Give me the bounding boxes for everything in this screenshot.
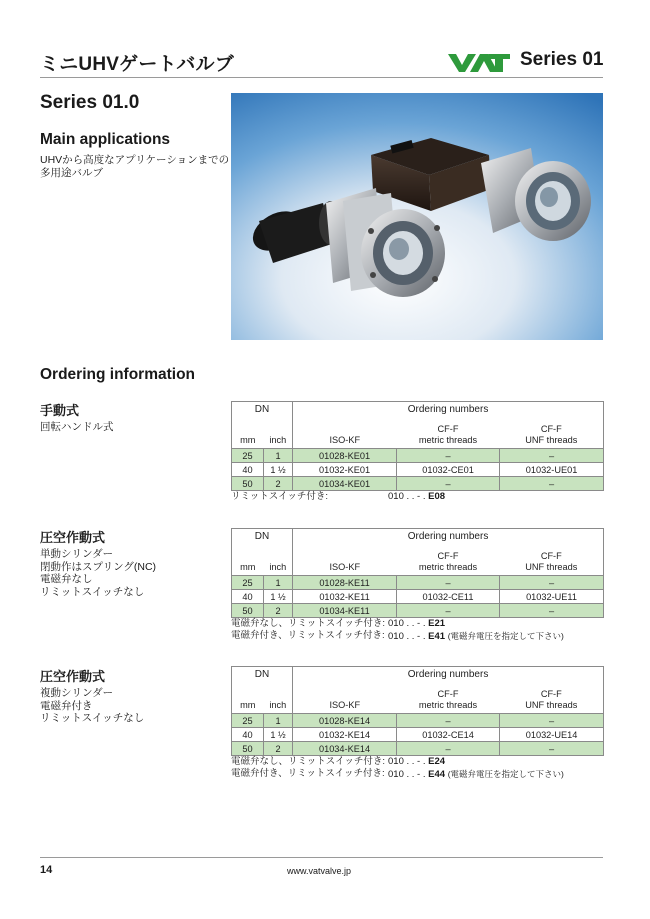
cell-mm: 40	[232, 463, 264, 477]
cell-inch: 1 ½	[264, 590, 293, 604]
cell-mm: 40	[232, 590, 264, 604]
table-row	[232, 463, 604, 477]
cell-cf-metric: –	[397, 576, 500, 590]
cell-mm: 25	[232, 576, 264, 590]
option-note	[231, 491, 446, 503]
description-line: 複動シリンダー	[40, 687, 114, 699]
table-row	[232, 714, 604, 728]
cell-isokf: 01032-KE11	[293, 590, 397, 604]
option-note	[231, 756, 446, 768]
cf-metric-header: CF-F metric threads	[397, 683, 500, 714]
table-row	[232, 576, 604, 590]
note-label: 電磁弁なし、リミットスイッチ付き:	[231, 756, 385, 767]
table-row	[232, 604, 604, 618]
cell-mm: 25	[232, 449, 264, 463]
cf-unf-header: CF-F UNF threads	[500, 683, 604, 714]
series-label: Series 01	[520, 49, 604, 70]
option-note	[231, 618, 446, 630]
footer-divider	[40, 857, 603, 858]
cell-inch: 1 ½	[264, 728, 293, 742]
mm-header: mm	[232, 418, 264, 449]
ordering-table	[231, 401, 604, 491]
cell-isokf: 01028-KE14	[293, 714, 397, 728]
cell-isokf: 01034-KE11	[293, 604, 397, 618]
section-title: 圧空作動式	[40, 669, 106, 684]
table-row	[232, 728, 604, 742]
description-line: リミットスイッチなし	[40, 585, 145, 598]
dn-header: DN	[232, 402, 293, 419]
cell-cf-unf: –	[500, 742, 604, 756]
cell-cf-unf: –	[500, 714, 604, 728]
description-line: 電磁弁付き	[40, 699, 93, 712]
table-row	[232, 742, 604, 756]
note-code: 010 . . - . E41 (電磁弁電圧を指定して下さい)	[388, 631, 564, 642]
note-label: 電磁弁なし、リミットスイッチ付き:	[231, 618, 385, 629]
cell-inch: 1 ½	[264, 463, 293, 477]
page-number: 14	[40, 864, 53, 876]
note-label: 電磁弁付き、リミットスイッチ付き:	[231, 768, 385, 779]
section-title: 圧空作動式	[40, 530, 106, 545]
note-code: 010 . . - . E21	[388, 618, 446, 629]
table-row	[232, 590, 604, 604]
product-photo	[231, 93, 603, 340]
inch-header: inch	[264, 418, 293, 449]
website-url: www.vatvalve.jp	[287, 866, 352, 876]
cell-isokf: 01034-KE01	[293, 477, 397, 491]
ordering-information-heading: Ordering information	[40, 366, 195, 383]
table-row	[232, 449, 604, 463]
description-line: 単動シリンダー	[40, 548, 114, 560]
cell-cf-metric: 01032-CE01	[397, 463, 500, 477]
cell-inch: 1	[264, 714, 293, 728]
cell-mm: 50	[232, 742, 264, 756]
dn-header: DN	[232, 529, 293, 546]
cell-cf-metric: –	[397, 449, 500, 463]
cell-inch: 2	[264, 742, 293, 756]
cell-isokf: 01028-KE01	[293, 449, 397, 463]
description-line: UHVから高度なアプリケーションまでの	[40, 154, 230, 166]
cell-cf-unf: –	[500, 477, 604, 491]
cell-isokf: 01032-KE01	[293, 463, 397, 477]
cell-inch: 1	[264, 576, 293, 590]
dn-header: DN	[232, 667, 293, 684]
table-row	[232, 477, 604, 491]
cell-cf-unf: –	[500, 604, 604, 618]
cell-cf-unf: –	[500, 576, 604, 590]
note-code: 010 . . - . E44 (電磁弁電圧を指定して下さい)	[388, 769, 564, 780]
cf-metric-header: CF-F metric threads	[397, 545, 500, 576]
cell-mm: 50	[232, 477, 264, 491]
section-description	[40, 421, 114, 434]
cell-inch: 2	[264, 477, 293, 491]
cf-unf-header: CF-F UNF threads	[500, 418, 604, 449]
header-divider	[40, 77, 603, 78]
option-note	[231, 630, 564, 642]
cell-isokf: 01032-KE14	[293, 728, 397, 742]
section-description	[40, 687, 144, 725]
isokf-header: ISO-KF	[293, 545, 397, 576]
description-line: 回転ハンドル式	[40, 421, 114, 433]
series-heading: Series 01.0	[40, 92, 140, 113]
inch-header: inch	[264, 683, 293, 714]
cell-mm: 50	[232, 604, 264, 618]
ordering-numbers-header: Ordering numbers	[293, 529, 604, 546]
cell-cf-metric: –	[397, 604, 500, 618]
cell-inch: 1	[264, 449, 293, 463]
ordering-numbers-header: Ordering numbers	[293, 402, 604, 419]
ordering-table	[231, 666, 604, 756]
cf-metric-header: CF-F metric threads	[397, 418, 500, 449]
section-description	[40, 548, 156, 598]
inch-header: inch	[264, 545, 293, 576]
note-code: 010 . . - . E24	[388, 756, 446, 767]
section-title: 手動式	[40, 403, 80, 418]
cell-cf-unf: 01032-UE11	[500, 590, 604, 604]
note-label: リミットスイッチ付き:	[231, 491, 328, 502]
cell-cf-metric: 01032-CE14	[397, 728, 500, 742]
isokf-header: ISO-KF	[293, 683, 397, 714]
cell-cf-metric: –	[397, 714, 500, 728]
ordering-table	[231, 528, 604, 618]
mm-header: mm	[232, 683, 264, 714]
cell-cf-unf: 01032-UE01	[500, 463, 604, 477]
cell-cf-metric: –	[397, 742, 500, 756]
main-applications-heading: Main applications	[40, 131, 171, 148]
main-applications-description	[40, 154, 229, 180]
mm-header: mm	[232, 545, 264, 576]
cf-unf-header: CF-F UNF threads	[500, 545, 604, 576]
note-code: 010 . . - . E08	[388, 491, 446, 502]
cell-cf-metric: –	[397, 477, 500, 491]
cell-inch: 2	[264, 604, 293, 618]
vat-logo	[448, 54, 510, 72]
isokf-header: ISO-KF	[293, 418, 397, 449]
note-label: 電磁弁付き、リミットスイッチ付き:	[231, 630, 385, 641]
option-note	[231, 768, 564, 780]
description-line: 閉動作はスプリング(NC)	[40, 560, 157, 573]
description-line: 電磁弁なし	[40, 573, 93, 585]
cell-isokf: 01028-KE11	[293, 576, 397, 590]
description-line: 多用途バルブ	[40, 167, 103, 179]
cell-cf-unf: –	[500, 449, 604, 463]
document-title: ミニUHVゲートバルブ	[40, 54, 234, 75]
cell-cf-metric: 01032-CE11	[397, 590, 500, 604]
cell-cf-unf: 01032-UE14	[500, 728, 604, 742]
cell-isokf: 01034-KE14	[293, 742, 397, 756]
description-line: リミットスイッチなし	[40, 712, 145, 724]
cell-mm: 40	[232, 728, 264, 742]
cell-mm: 25	[232, 714, 264, 728]
ordering-numbers-header: Ordering numbers	[293, 667, 604, 684]
